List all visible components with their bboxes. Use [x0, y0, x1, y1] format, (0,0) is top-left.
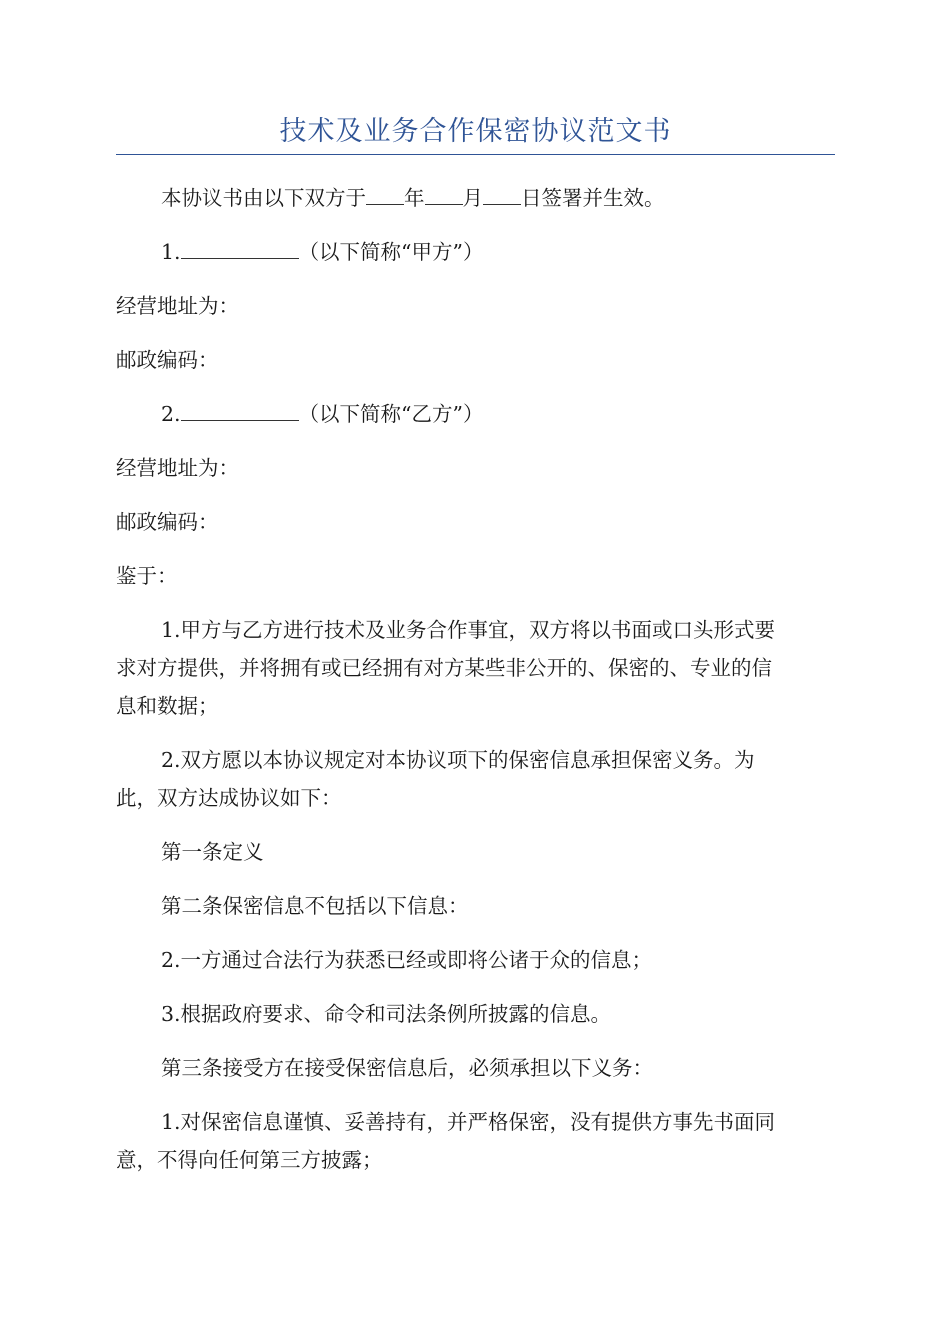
recital-1-line-1: 1.甲方与乙方进行技术及业务合作事宜，双方将以书面或口头形式要	[161, 618, 776, 642]
party-a-name-blank	[181, 241, 299, 259]
recital-2-line-2: 此，双方达成协议如下：	[116, 786, 342, 810]
article-1-heading: 第一条定义	[161, 840, 264, 864]
article-3-item-1-line-2: 意，不得向任何第三方披露；	[116, 1148, 383, 1172]
recital-1-line-3: 息和数据；	[116, 694, 219, 718]
article-2-item-2: 2.一方通过合法行为获悉已经或即将公诸于众的信息；	[161, 948, 653, 972]
party-a-number: 1.	[161, 240, 181, 264]
document-title: 技术及业务合作保密协议范文书	[279, 116, 672, 147]
party-a-postcode: 邮政编码：	[116, 348, 219, 372]
party-b-name-blank	[181, 403, 299, 421]
party-a-line	[116, 235, 880, 265]
day-blank	[483, 187, 521, 205]
recital-2-line-1: 2.双方愿以本协议规定对本协议项下的保密信息承担保密义务。为	[161, 748, 755, 772]
party-a-suffix: （以下简称“甲方”）	[298, 240, 484, 264]
intro-month: 月	[462, 186, 483, 210]
intro-day-suffix: 日签署并生效。	[521, 186, 665, 210]
article-3-item-1-line-1: 1.对保密信息谨慎、妥善持有，并严格保密，没有提供方事先书面同	[161, 1110, 776, 1134]
party-a-address: 经营地址为：	[116, 294, 239, 318]
whereas-heading: 鉴于：	[116, 564, 178, 588]
party-b-line	[116, 397, 880, 427]
year-blank	[366, 187, 404, 205]
party-b-number: 2.	[161, 402, 181, 426]
intro-year: 年	[404, 186, 425, 210]
party-b-address: 经营地址为：	[116, 456, 239, 480]
intro-prefix: 本协议书由以下双方于	[161, 186, 366, 210]
party-b-postcode: 邮政编码：	[116, 510, 219, 534]
recital-1-line-2: 求对方提供，并将拥有或已经拥有对方某些非公开的、保密的、专业的信	[116, 656, 772, 680]
article-2-heading: 第二条保密信息不包括以下信息：	[161, 894, 469, 918]
intro-paragraph	[116, 181, 880, 211]
title-underline	[116, 154, 835, 155]
month-blank	[425, 187, 463, 205]
article-3-heading: 第三条接受方在接受保密信息后，必须承担以下义务：	[161, 1056, 653, 1080]
article-2-item-3: 3.根据政府要求、命令和司法条例所披露的信息。	[161, 1002, 612, 1026]
party-b-suffix: （以下简称“乙方”）	[298, 402, 484, 426]
